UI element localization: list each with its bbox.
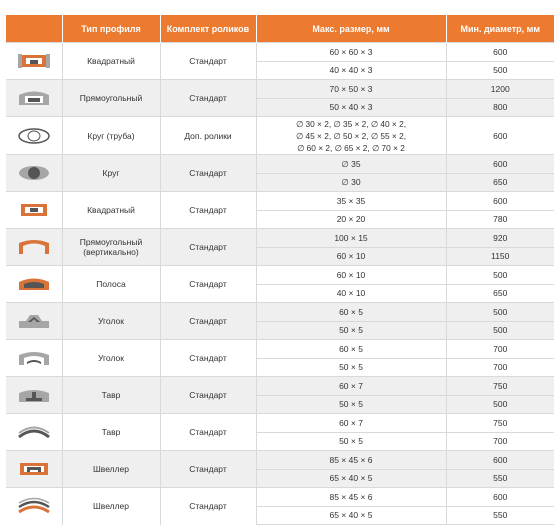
roller-set-cell: Доп. ролики — [160, 117, 256, 155]
angle-in-profile-icon — [6, 303, 62, 340]
profile-type-cell: Квадратный — [62, 192, 160, 229]
table-row — [6, 266, 554, 285]
max-size-cell: 50 × 5 — [256, 321, 446, 340]
roller-set-cell: Стандарт — [160, 303, 256, 340]
max-size-cell: 70 × 50 × 3 — [256, 80, 446, 99]
roller-set-cell: Стандарт — [160, 414, 256, 451]
profile-type-cell: Прямоугольный (вертикально) — [62, 229, 160, 266]
header-roller-set: Комплект роликов — [160, 15, 256, 43]
table-row — [6, 117, 554, 155]
min-diameter-cell: 700 — [446, 432, 554, 451]
profile-type-cell: Квадратный — [62, 43, 160, 80]
max-size-cell: 65 × 40 × 5 — [256, 506, 446, 525]
table-row — [6, 192, 554, 211]
header-icon — [6, 15, 62, 43]
max-size-cell: 60 × 7 — [256, 414, 446, 433]
table-row — [6, 488, 554, 507]
roller-set-cell: Стандарт — [160, 451, 256, 488]
table-row — [6, 43, 554, 62]
max-size-cell: 85 × 45 × 6 — [256, 451, 446, 470]
profile-type-cell: Прямоугольный — [62, 80, 160, 117]
flat-bar-profile-icon — [6, 266, 62, 303]
min-diameter-cell: 600 — [446, 451, 554, 470]
max-size-cell: 65 × 40 × 5 — [256, 469, 446, 488]
roller-set-cell: Стандарт — [160, 155, 256, 192]
max-size-cell: 35 × 35 — [256, 192, 446, 211]
profile-type-cell: Швеллер — [62, 488, 160, 525]
max-size-cell: 40 × 10 — [256, 284, 446, 303]
min-diameter-cell: 700 — [446, 358, 554, 377]
header-max-size: Макс. размер, мм — [256, 15, 446, 43]
min-diameter-cell: 750 — [446, 414, 554, 433]
min-diameter-cell: 500 — [446, 266, 554, 285]
max-size-cell: ∅ 30 — [256, 173, 446, 192]
max-size-cell: 60 × 10 — [256, 247, 446, 266]
max-size-cell: 60 × 5 — [256, 303, 446, 322]
square-bar-profile-icon — [6, 192, 62, 229]
profile-table — [6, 15, 554, 525]
max-size-cell: 60 × 10 — [256, 266, 446, 285]
roller-set-cell: Стандарт — [160, 377, 256, 414]
min-diameter-cell: 1150 — [446, 247, 554, 266]
min-diameter-cell: 920 — [446, 229, 554, 248]
header-min-diameter: Мин. диаметр, мм — [446, 15, 554, 43]
max-size-cell: 50 × 40 × 3 — [256, 98, 446, 117]
table-row — [6, 229, 554, 248]
max-size-cell: 40 × 40 × 3 — [256, 61, 446, 80]
channel-flange-profile-icon — [6, 488, 62, 525]
min-diameter-cell: 500 — [446, 395, 554, 414]
max-size-cell: 50 × 5 — [256, 395, 446, 414]
table-row — [6, 377, 554, 396]
table-row — [6, 451, 554, 470]
roller-set-cell: Стандарт — [160, 266, 256, 303]
flat-vertical-profile-icon — [6, 229, 62, 266]
min-diameter-cell: 500 — [446, 321, 554, 340]
table-row — [6, 303, 554, 322]
max-size-cell: ∅ 35 — [256, 155, 446, 174]
min-diameter-cell: 650 — [446, 173, 554, 192]
max-size-cell: 85 × 45 × 6 — [256, 488, 446, 507]
max-size-cell: ∅ 30 × 2, ∅ 35 × 2, ∅ 40 × 2, ∅ 45 × 2, ∅ 50 × 2, ∅ 55 × 2, ∅ 60 × 2, ∅ 65 × 2, ∅ 70 × 2 — [256, 117, 446, 155]
roller-set-cell: Стандарт — [160, 80, 256, 117]
max-size-cell: 60 × 5 — [256, 340, 446, 359]
tee-flange-profile-icon — [6, 414, 62, 451]
min-diameter-cell: 500 — [446, 61, 554, 80]
max-size-cell: 60 × 7 — [256, 377, 446, 396]
profile-type-cell: Уголок — [62, 340, 160, 377]
header-profile-type: Тип профиля — [62, 15, 160, 43]
profile-type-cell: Круг — [62, 155, 160, 192]
square-profile-icon — [6, 43, 62, 80]
angle-out-profile-icon — [6, 340, 62, 377]
profile-type-cell: Круг (труба) — [62, 117, 160, 155]
min-diameter-cell: 1200 — [446, 80, 554, 99]
profile-type-cell: Тавр — [62, 414, 160, 451]
min-diameter-cell: 750 — [446, 377, 554, 396]
table-row — [6, 340, 554, 359]
max-size-cell: 50 × 5 — [256, 432, 446, 451]
table-body — [6, 43, 554, 525]
min-diameter-cell: 600 — [446, 43, 554, 62]
profile-type-cell: Тавр — [62, 377, 160, 414]
profile-type-cell: Швеллер — [62, 451, 160, 488]
min-diameter-cell: 550 — [446, 469, 554, 488]
round-tube-profile-icon — [6, 117, 62, 155]
min-diameter-cell: 600 — [446, 488, 554, 507]
roller-set-cell: Стандарт — [160, 340, 256, 377]
min-diameter-cell: 500 — [446, 303, 554, 322]
min-diameter-cell: 800 — [446, 98, 554, 117]
table-row — [6, 80, 554, 99]
rectangular-profile-icon — [6, 80, 62, 117]
max-size-cell: 60 × 60 × 3 — [256, 43, 446, 62]
roller-set-cell: Стандарт — [160, 43, 256, 80]
round-bar-profile-icon — [6, 155, 62, 192]
table-row — [6, 414, 554, 433]
channel-profile-icon — [6, 451, 62, 488]
roller-set-cell: Стандарт — [160, 229, 256, 266]
roller-set-cell: Стандарт — [160, 192, 256, 229]
table-header-row — [6, 15, 554, 43]
max-size-cell: 100 × 15 — [256, 229, 446, 248]
max-size-cell: 20 × 20 — [256, 210, 446, 229]
max-size-cell: 50 × 5 — [256, 358, 446, 377]
tee-profile-icon — [6, 377, 62, 414]
min-diameter-cell: 600 — [446, 155, 554, 174]
profile-type-cell: Уголок — [62, 303, 160, 340]
min-diameter-cell: 780 — [446, 210, 554, 229]
profile-type-cell: Полоса — [62, 266, 160, 303]
min-diameter-cell: 550 — [446, 506, 554, 525]
table-row — [6, 155, 554, 174]
min-diameter-cell: 650 — [446, 284, 554, 303]
roller-set-cell: Стандарт — [160, 488, 256, 525]
min-diameter-cell: 700 — [446, 340, 554, 359]
min-diameter-cell: 600 — [446, 192, 554, 211]
min-diameter-cell: 600 — [446, 117, 554, 155]
